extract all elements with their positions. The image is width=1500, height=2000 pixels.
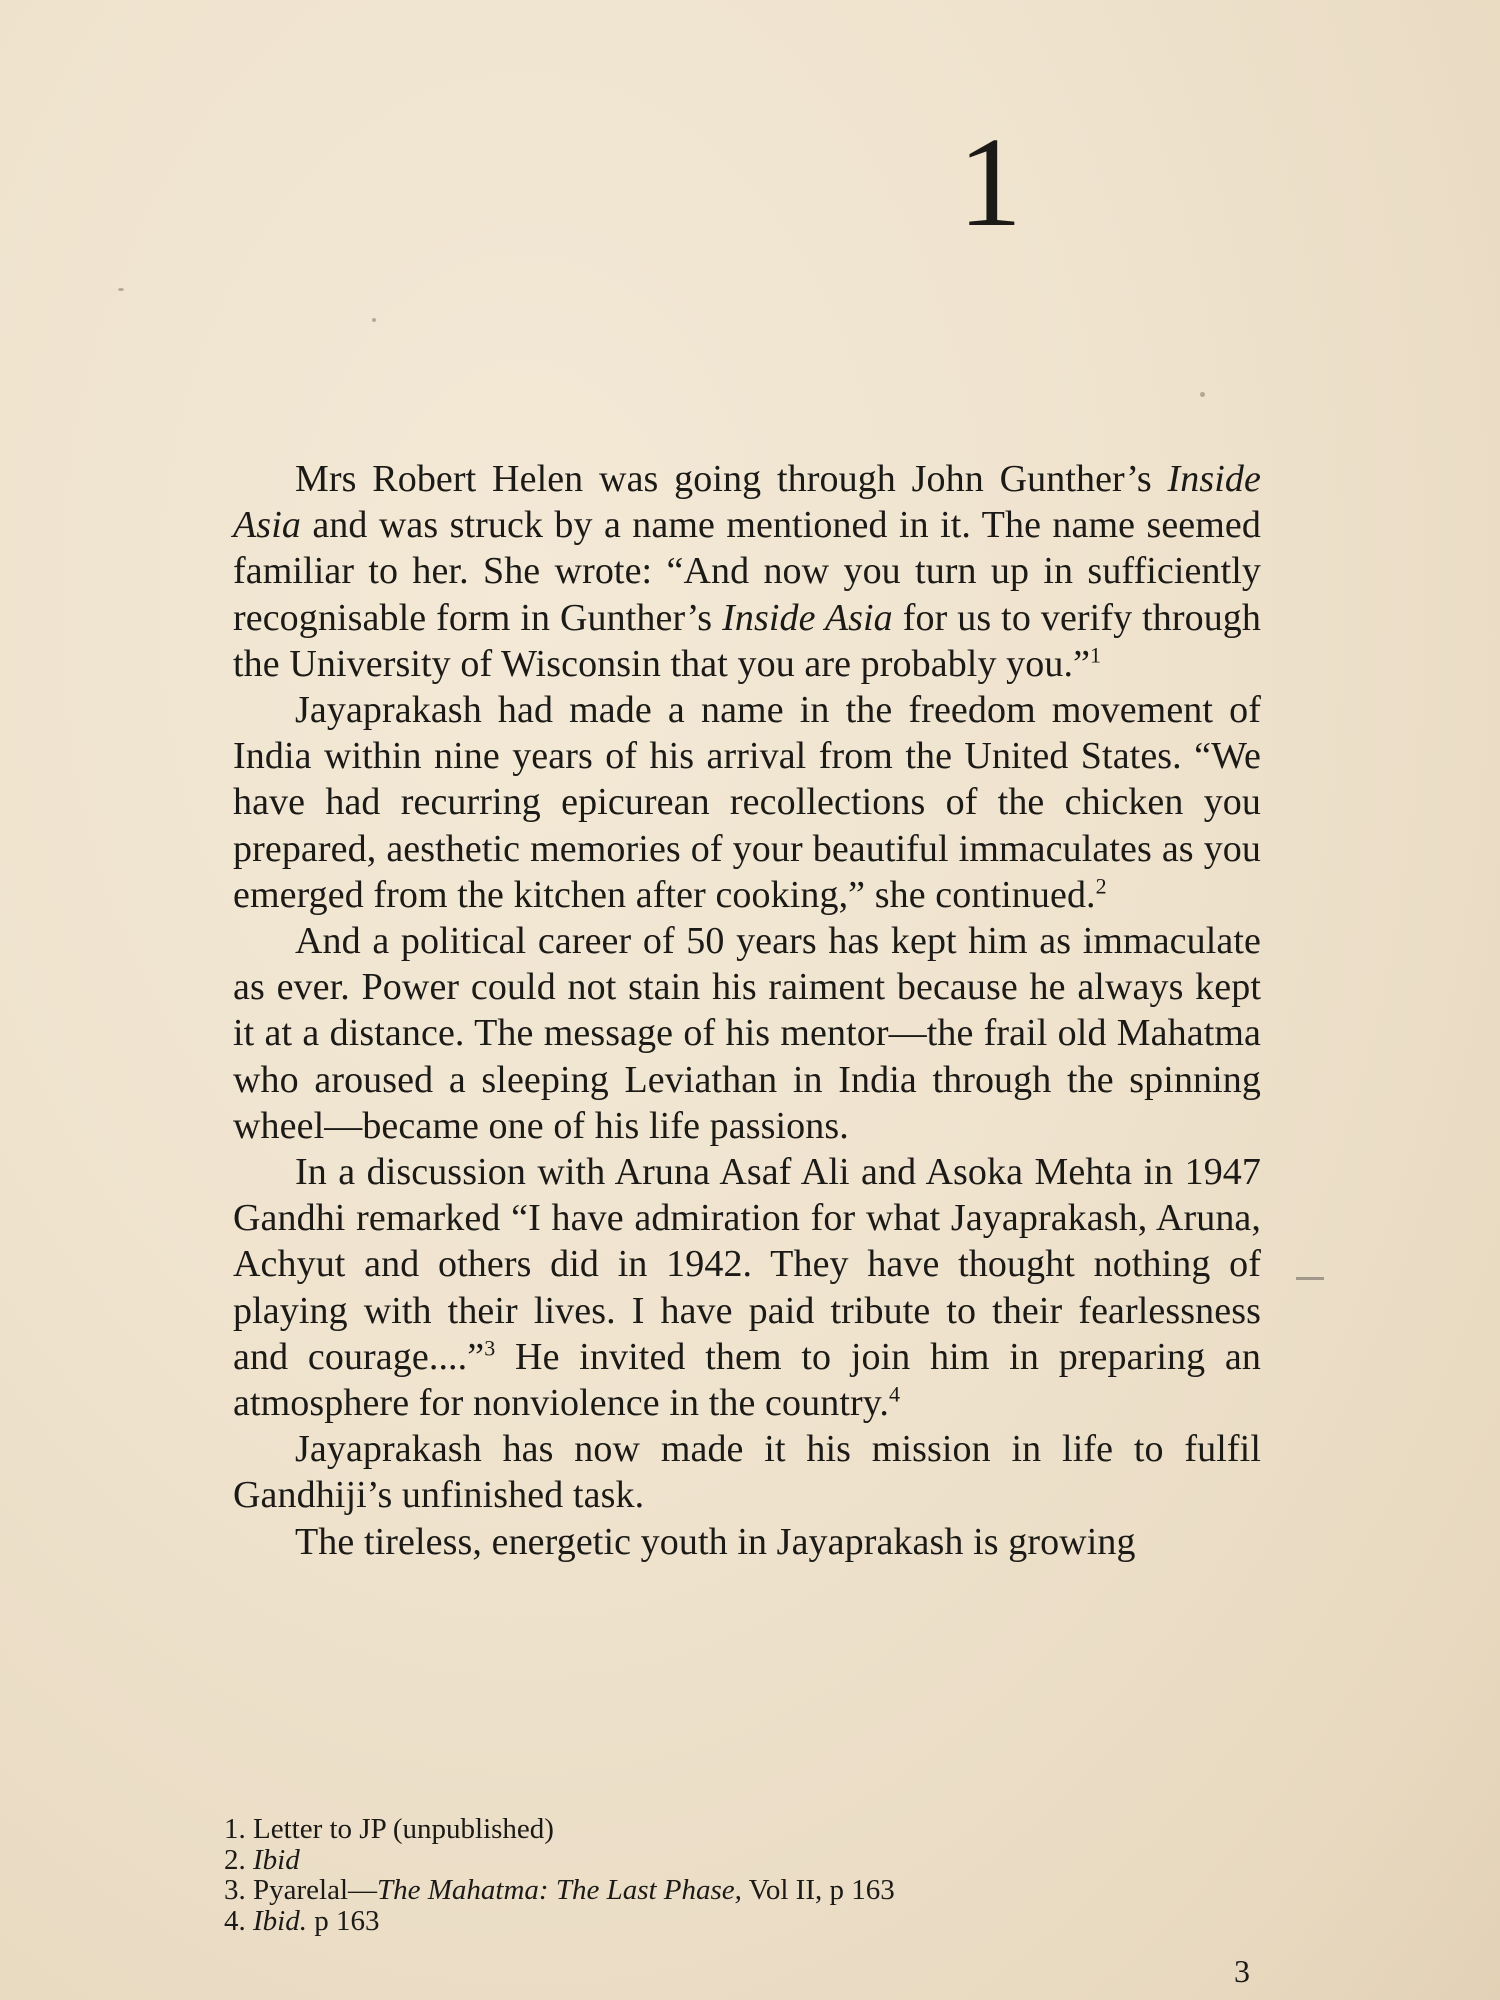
italic-text: The Mahatma: The Last Phase, <box>377 1874 742 1906</box>
italic-text: Inside Asia <box>233 458 1261 547</box>
footnote-number: 4. <box>224 1904 246 1937</box>
footnote <box>224 1875 1124 1906</box>
footnote-number: 2. <box>224 1843 246 1876</box>
chapter-number: 1 <box>958 111 1022 253</box>
text-segment: He invited them to join him in preparing an atmosphere for nonviolence in the country. <box>233 1335 1261 1425</box>
footnote <box>224 1906 1124 1937</box>
paper-speck <box>118 288 124 291</box>
italic-text: Ibid <box>253 1843 300 1876</box>
paper-speck <box>372 318 376 322</box>
footnote-ref: 1 <box>1090 642 1102 668</box>
text-segment: Pyarelal— <box>253 1874 378 1906</box>
page-number: 3 <box>1234 1953 1250 1989</box>
footnote <box>224 1814 1124 1845</box>
footnotes <box>224 1814 1124 1936</box>
text-segment: Letter to JP (unpublished) <box>253 1813 554 1845</box>
italic-text: Inside Asia <box>722 596 893 639</box>
body-text <box>233 456 1261 1565</box>
paragraph <box>233 918 1261 1149</box>
text-segment: for us to verify through the University of Wisconsin that you are probably you.” <box>233 596 1262 685</box>
text-segment: Mrs Robert Helen was going through John Gunther’s <box>295 458 1168 500</box>
text-segment: And a political career of 50 years has kept him as immaculate as ever. Power could not stain his raiment because he always kept it at a distance. The message of his mentor—the frail old Mahatma who aroused a sleeping Leviathan in India through the spinning wheel—became one of his life passions. <box>233 920 1261 1147</box>
margin-mark <box>1296 1277 1324 1280</box>
footnote-ref: 4 <box>888 1381 901 1407</box>
paragraph <box>233 687 1261 918</box>
footnote <box>224 1845 1124 1876</box>
text-segment: Vol II, p 163 <box>741 1874 895 1906</box>
footnote-number: 3. <box>224 1874 246 1906</box>
paragraph <box>233 1426 1261 1518</box>
footnote-number: 1. <box>224 1813 246 1845</box>
text-segment: Jayaprakash had made a name in the freedom movement of India within nine years of his arrival from the United States. “We have had recurring epicurean recollections of the chicken you prepared, aesthetic memories of your beautiful immaculates as you emerged from the kitchen after cooking,” she continued. <box>233 689 1261 916</box>
text-segment: and was struck by a name mentioned in it. The name seemed familiar to her. She wrote: “And now you turn up in sufficiently recognisable form in Gunther’s <box>233 504 1261 639</box>
paragraph <box>233 1519 1261 1565</box>
footnote-ref: 2 <box>1095 873 1107 899</box>
text-segment: Jayaprakash has now made it his mission in life to fulfil Gandhiji’s unfinished task. <box>233 1428 1261 1517</box>
text-segment: In a discussion with Aruna Asaf Ali and Asoka Mehta in 1947 Gandhi remarked “I have admiration for what Jayaprakash, Aruna, Achyut and others did in 1942. They have thought nothing of playing with their lives. I have paid tribute to their fearlessness and courage....” <box>233 1151 1261 1378</box>
paper-speck <box>1200 392 1205 397</box>
paragraph <box>233 456 1261 687</box>
footnote-ref: 3 <box>484 1335 496 1361</box>
paragraph <box>233 1149 1261 1426</box>
text-segment: The tireless, energetic youth in Jayaprakash is growing <box>295 1520 1136 1563</box>
italic-text: Ibid. <box>253 1904 307 1937</box>
text-segment: p 163 <box>306 1904 380 1937</box>
